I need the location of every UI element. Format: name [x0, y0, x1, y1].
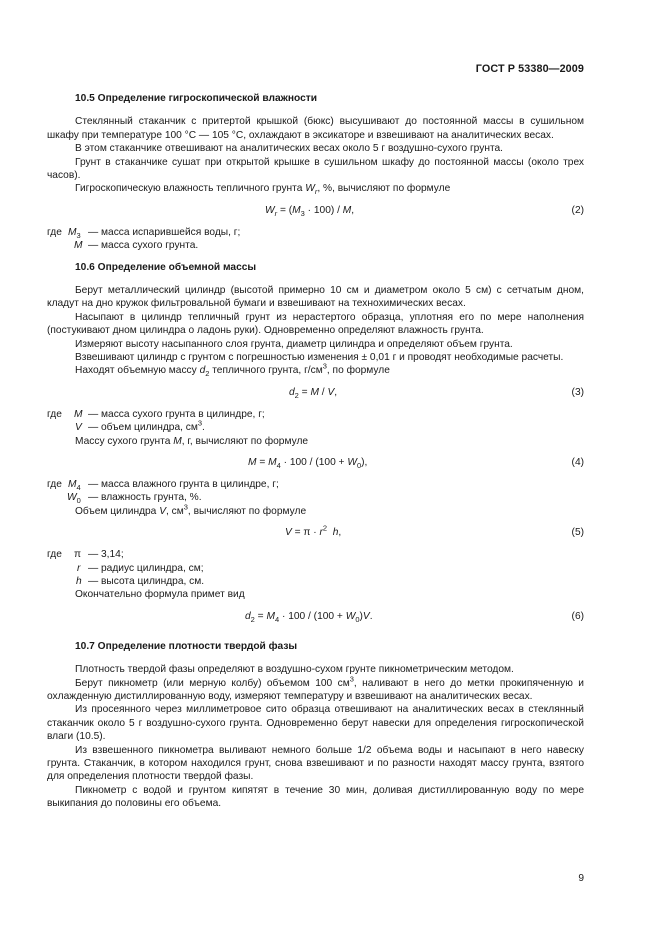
paragraph: Берут металлический цилиндр (высотой примерно 10 см и диаметром около 5 см) с сетчатым дном, кладут на дно кружок фильтровальной бумаги и взвешивают на технохимических весах. [47, 285, 584, 310]
standard-header: ГОСТ Р 53380—2009 [475, 63, 584, 75]
paragraph: Находят объемную массу $d_2$ тепличного грунта, $г/см^3$, по формуле [75, 362, 390, 379]
definition-row: где M — масса сухого грунта в цилиндре, г; [47, 408, 265, 420]
formula-3 [47, 386, 584, 402]
paragraph: Окончательно формула примет вид [75, 589, 245, 601]
definition-row: h — высота цилиндра, см. [76, 576, 205, 588]
formula-expression: $M = M_4 \cdot 100 / (100 + W_0)$, [248, 457, 368, 471]
paragraph: Взвешивают цилиндр с грунтом с погрешностью изменения ± 0,01 г и проводят необходимые расчеты. [75, 352, 564, 364]
paragraph: Из просеянного через миллиметровое сито образца отвешивают на аналитических весах в стеклянный стаканчик около 5 г воздушно-сухого грунта. Одновременно берут навески для определения гигроскопической влаги (10.5). [47, 704, 584, 743]
paragraph: Объем цилиндра V, $см^3$, вычисляют по формуле [75, 502, 307, 517]
definition-row: V — объем цилиндра, $см^3$. [75, 418, 205, 434]
formula-expression: $d_2 = M_4 \cdot 100 / (100 + W_0)V$. [245, 610, 373, 624]
formula-6 [47, 610, 584, 626]
definition-row: $W_0$ — влажность грунта, %. [67, 492, 202, 506]
paragraph: Стеклянный стаканчик с притертой крышкой (бюкс) высушивают до постоянной массы в сушильном шкафу при температуре 100 °C — 105 °C, охлаждают в эксикаторе и взвешивают на аналитических весах. [47, 116, 584, 141]
formula-number: (6) [571, 610, 584, 622]
paragraph: Из взвешенного пикнометра выливают немного больше 1/2 объема воды и насыпают в него навеску грунта. Стаканчик, в котором находился грунт, снова взвешивают и по разности находят массу грунта, взятого для определения плотности твердой фазы. [47, 744, 584, 783]
formula-number: (4) [571, 457, 584, 469]
formula-number: (2) [571, 204, 584, 216]
definition-row: где $M_3$ — масса испарившейся воды, г; [47, 226, 241, 240]
section-title-10-5: 10.5 Определение гигроскопической влажности [75, 93, 318, 104]
formula-expression: $V = \pi \cdot r^2$ h, [285, 523, 342, 539]
paragraph: Плотность твердой фазы определяют в воздушно-сухом грунте пикнометрическим методом. [75, 664, 514, 676]
formula-number: (5) [571, 527, 584, 539]
definition-row: где $M_4$ — масса влажного грунта в цилиндре, г; [47, 479, 279, 493]
paragraph: В этом стаканчике отвешивают на аналитических весах около 5 г воздушно-сухого грунта. [75, 143, 503, 155]
formula-4 [47, 456, 584, 472]
section-title-10-7: 10.7 Определение плотности твердой фазы [75, 640, 298, 652]
definition-row: где π — 3,14; [47, 549, 124, 561]
paragraph: Измеряют высоту насыпанного слоя грунта, диаметр цилиндра и определяют объем грунта. [75, 338, 513, 350]
page-number: 9 [578, 873, 584, 884]
formula-expression: $d_2 = M / V$, [289, 386, 338, 400]
paragraph: Пикнометр с водой и грунтом кипятят в течение 30 мин, доливая дистиллированную воду по мере выкипания до половины его объема. [47, 784, 584, 810]
paragraph: Гигроскопическую влажность тепличного грунта $W_r$, %, вычисляют по формуле [75, 183, 451, 197]
paragraph: Берут пикнометр (или мерную колбу) объемом 100 $см^3$, наливают в него до метки прокипяченную и охлажденную дистиллированную воду, измеряют температуру и взвешивают на аналитических весах. [47, 674, 584, 703]
paragraph: Массу сухого грунта M, г, вычисляют по формуле [75, 435, 309, 447]
paragraph: Насыпают в цилиндр тепличный грунт из нерастертого образца, уплотняя его по мере наполнения (постукивают дном цилиндра о ладонь руки). Одновременно определяют влажность грунта. [47, 311, 584, 337]
definition-row: r — радиус цилиндра, см; [77, 562, 204, 574]
paragraph: Грунт в стаканчике сушат при открытой крышке в сушильном шкафу до постоянной массы (около трех часов). [47, 156, 584, 182]
formula-expression: $W_r = (M_3 \cdot 100) / M$, [265, 204, 355, 218]
section-title-10-6: 10.6 Определение объемной массы [75, 261, 257, 273]
page-content [47, 92, 584, 811]
definition-row: M — масса сухого грунта. [74, 240, 199, 252]
formula-5 [47, 523, 584, 542]
formula-2 [47, 204, 584, 220]
formula-number: (3) [571, 386, 584, 398]
